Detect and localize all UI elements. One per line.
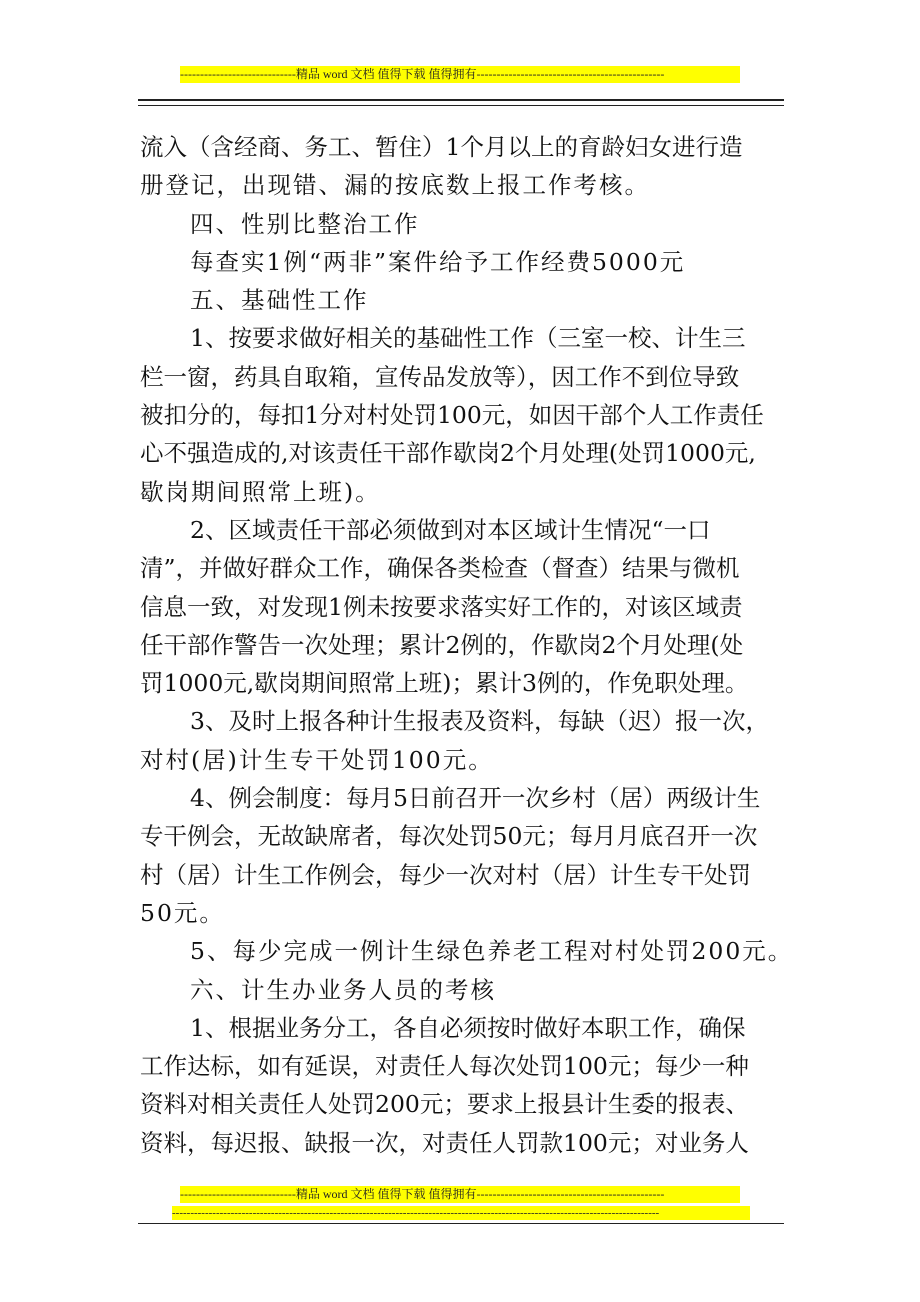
text-line: 被扣分的，每扣1分对村处罚100元，如因干部个人工作责任: [140, 401, 764, 430]
text-line: 50元。: [140, 898, 225, 927]
text-line: 流入（含经商、务工、暂住）1个月以上的育龄妇女进行造: [140, 133, 743, 161]
text-line: 2、区域责任干部必须做到对本区域计生情况“一口: [190, 515, 711, 544]
text-line: 5、每少完成一例计生绿色养老工程对村处罚200元。: [190, 937, 794, 966]
text-line: 对村(居)计生专干处罚100元。: [140, 745, 494, 774]
text-line: 心不强造成的,对该责任干部作歇岗2个月处理(处罚1000元,: [140, 439, 756, 468]
text-line: 罚1000元,歇岗期间照常上班)；累计3例的，作免职处理。: [140, 669, 749, 698]
text-line: 每查实1例“两非”案件给予工作经费5000元: [190, 247, 686, 276]
text-line: 任干部作警告一次处理；累计2例的，作歇岗2个月处理(处: [140, 630, 744, 659]
text-line: 专干例会，无故缺席者，每次处罚50元；每月月底召开一次: [140, 822, 758, 851]
document-body: [140, 128, 794, 1162]
text-line: 工作达标，如有延误，对责任人每次处罚100元；每少一种: [140, 1052, 749, 1081]
text-line: 清”，并做好群众工作，确保各类检查（督查）结果与微机: [140, 554, 740, 583]
header-banner: -----------------------------精品 word 文档 值得下载 值得拥有-----------------------------------------------: [180, 66, 740, 83]
text-line: 册登记，出现错、漏的按底数上报工作考核。: [140, 171, 650, 200]
text-line: 1、按要求做好相关的基础性工作（三室一校、计生三: [190, 324, 746, 353]
text-line: 资料，每迟报、缺报一次，对责任人罚款100元；对业务人: [140, 1128, 749, 1157]
header-rule-thick: [138, 99, 784, 101]
text-line: 3、及时上报各种计生报表及资料，每缺（迟）报一次，: [190, 707, 769, 736]
text-line: 栏一窗，药具自取箱，宣传品发放等），因工作不到位导致: [140, 362, 740, 391]
footer-banner: -----------------------------精品 word 文档 值得下载 值得拥有-----------------------------------------------: [180, 1186, 740, 1203]
text-line: 1、根据业务分工，各自必须按时做好本职工作，确保: [190, 1013, 746, 1042]
header-rule-thin: [138, 105, 784, 106]
footer-rule: [138, 1223, 784, 1224]
text-line: 歇岗期间照常上班)。: [140, 477, 381, 506]
section-heading: 四、性别比整治工作: [190, 209, 420, 238]
section-heading: 六、计生办业务人员的考核: [190, 975, 496, 1004]
text-line: 资料对相关责任人处罚200元；要求上报县计生委的报表、: [140, 1090, 749, 1119]
text-line: 村（居）计生工作例会，每少一次对村（居）计生专干处罚: [140, 860, 751, 889]
text-line: 信息一致，对发现1例未按要求落实好工作的，对该区域责: [140, 592, 743, 621]
text-line: 4、例会制度：每月5日前召开一次乡村（居）两级计生: [190, 784, 761, 813]
footer-banner-dashes: -------------------------------------------------------------------------------------------------------------------------------------: [172, 1206, 750, 1220]
section-heading: 五、基础性工作: [190, 286, 369, 315]
